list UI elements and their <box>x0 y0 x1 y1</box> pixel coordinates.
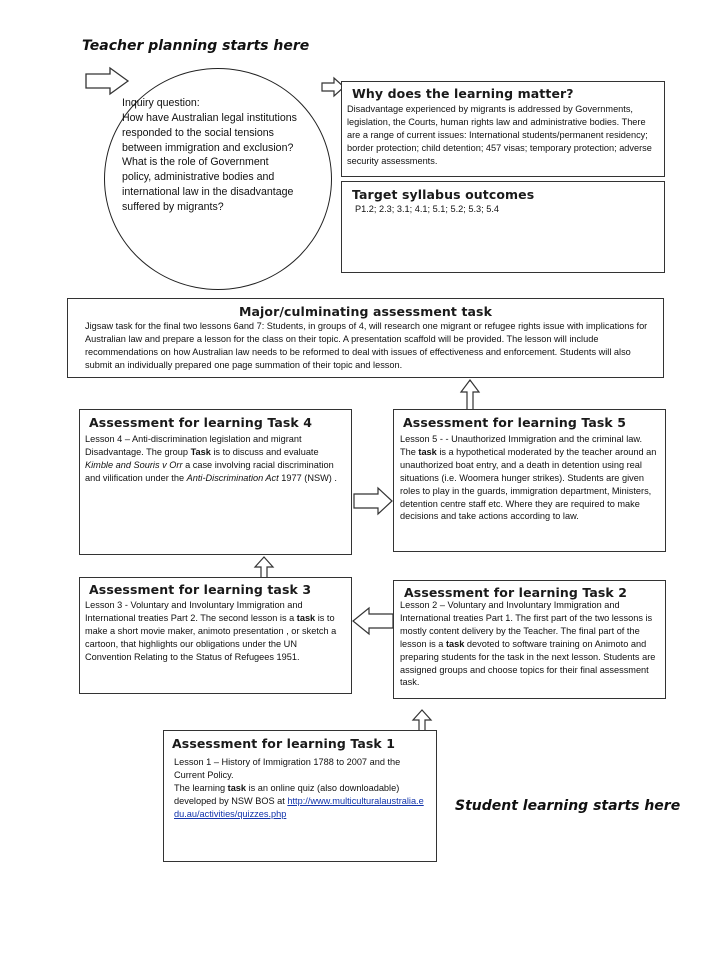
task2-box <box>393 580 666 699</box>
task4-heading: Assessment for learning Task 4 <box>89 415 313 430</box>
right-arrow-icon <box>84 66 134 96</box>
task5-heading: Assessment for learning Task 5 <box>403 415 627 430</box>
task3-box <box>79 577 352 694</box>
task3-heading: Assessment for learning task 3 <box>89 582 312 597</box>
task4-text: Lesson 4 – Anti-discrimination legislation and migrant Disadvantage. The group Task is to discuss and evaluate Kimble and Souris v Orr a case involving racial discrimination and vilification under the Anti-Discrimination Act 1977 (NSW) . <box>85 434 337 483</box>
task2-text: Lesson 2 – Voluntary and Involuntary Immigration and International treaties Part 1. The first part of the two lessons is mostly content delivery by the Teacher. The final part of the lesson is a task devoted to software training on Animoto and preparing students for the task in the next lesson. Students are assigned groups and choose topics for their final assessment task. <box>400 600 656 688</box>
task3-text: Lesson 3 - Voluntary and Involuntary Immigration and International treaties Part 2. The second lesson is a task is to make a short movie maker, animoto presentation , or sketch a cartoon, that highlights our obligations under the UN Convention Relating to the Status of Refugees 1951. <box>85 600 337 662</box>
target-outcomes-box <box>341 181 665 273</box>
task5-text: Lesson 5 - - Unauthorized Immigration and the criminal law. The task is a hypothetical moderated by the teacher around an unauthorized boat entry, and a death in detention using real situations (i.e. Woomera hunger strikes). Students are given roles to play in the guards, immigration department, Ministers, detention centre staff etc. Where they are required to make decisions and take actions according to law. <box>400 434 657 522</box>
left-arrow-icon <box>349 606 397 636</box>
task1-box <box>163 730 437 862</box>
task2-heading: Assessment for learning Task 2 <box>404 585 628 600</box>
major-assessment-box <box>67 298 664 378</box>
up-arrow-icon <box>455 378 485 412</box>
teacher-planning-title: Teacher planning starts here <box>82 38 310 54</box>
target-text: P1.2; 2.3; 3.1; 4.1; 5.1; 5.2; 5.3; 5.4 <box>355 204 500 214</box>
task4-box <box>79 409 352 555</box>
why-heading: Why does the learning matter? <box>352 86 574 101</box>
right-arrow-icon <box>352 486 396 516</box>
why-learning-matters-box <box>341 81 665 177</box>
target-heading: Target syllabus outcomes <box>352 187 535 202</box>
student-learning-title: Student learning starts here <box>455 798 681 814</box>
major-heading: Major/culminating assessment task <box>238 304 493 319</box>
task5-box <box>393 409 666 552</box>
task1-text: Lesson 1 – History of Immigration 1788 to 2007 and the Current Policy. The learning task is an online quiz (also downloadable) developed by NSW BOS at http://www.multiculturalaustralia.edu.au/activities/quizzes.php <box>174 757 424 819</box>
inquiry-text: How have Australian legal institutions responded to the social tensions between immigration and exclusion? What is the role of Government policy, administrative bodies and international law in the disadvantage suffered by migrants? <box>122 112 297 213</box>
major-text: Jigsaw task for the final two lessons 6and 7: Students, in groups of 4, will research one migrant or refugee rights issue with implications for Australian law and prepare a lesson for the class on their topic. A presentation scaffold will be provided. The lesson will include recommendations on how Australian law needs to be reformed to deal with issues of effectiveness and enforcement. Students will also submit an individually prepared one page summation of their topic and lesson. <box>85 321 648 370</box>
quiz-link[interactable]: http://www.multiculturalaustralia.edu.au/activities/quizzes.php <box>174 795 424 819</box>
task1-heading: Assessment for learning Task 1 <box>172 736 396 751</box>
why-text: Disadvantage experienced by migrants is addressed by Governments, legislation, the Courts, human rights law and administrative bodies. There are a range of current issues: International students/permanent residency; border protection; child detention; 457 visas; temporary protection; adverse security assessments. <box>347 104 652 166</box>
inquiry-heading: Inquiry question: <box>122 97 200 109</box>
